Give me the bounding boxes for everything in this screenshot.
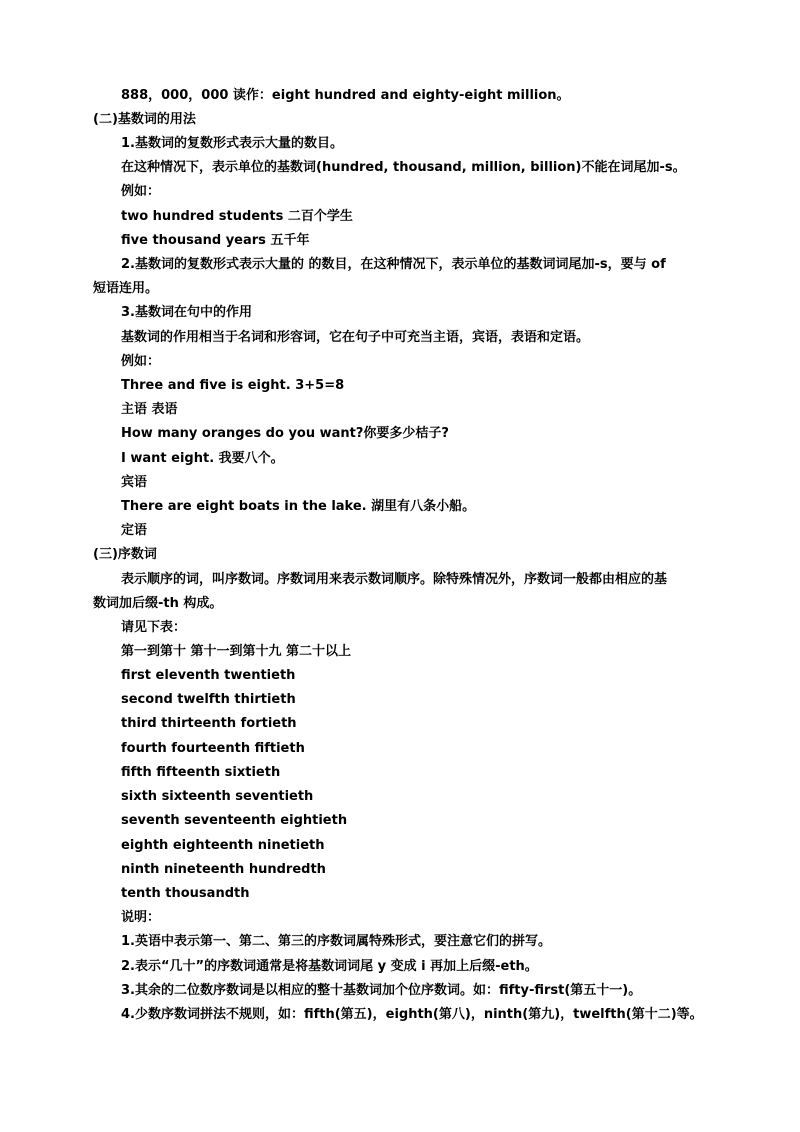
text-line: 3.其余的二位数序数词是以相应的整十基数词加个位序数词。如：fifty-first(第五十一)。	[121, 983, 642, 998]
text-line: I want eight. 我要八个。	[121, 451, 284, 466]
text-line: Three and five is eight. 3+5=8	[121, 378, 345, 393]
text-line: 2.基数词的复数形式表示大量的 的数目，在这种情况下，表示单位的基数词词尾加-s，要与 of	[121, 257, 666, 272]
section-heading: (二)基数词的用法	[93, 112, 196, 127]
text-line: 1.基数词的复数形式表示大量的数目。	[121, 136, 343, 151]
table-row: fifth fifteenth sixtieth	[121, 765, 281, 780]
table-row: eighth eighteenth ninetieth	[121, 838, 325, 853]
text-line: 3.基数词在句中的作用	[121, 305, 252, 320]
text-line: five thousand years 五千年	[121, 233, 310, 248]
table-row: second twelfth thirtieth	[121, 692, 296, 707]
text-line: How many oranges do you want?你要多少桔子?	[121, 426, 449, 441]
text-line: 例如：	[121, 184, 161, 199]
text-line: 2.表示“几十”的序数词通常是将基数词词尾 y 变成 i 再加上后缀-eth。	[121, 959, 538, 974]
text-line: 888，000，000 读作：eight hundred and eighty-eight million。	[121, 88, 570, 103]
text-line: 说明：	[121, 910, 161, 925]
table-row: third thirteenth fortieth	[121, 716, 297, 731]
text-line: 主语 表语	[121, 402, 178, 417]
text-line: 例如：	[121, 354, 161, 369]
text-line: 数词加后缀-th 构成。	[93, 596, 223, 611]
table-row: tenth thousandth	[121, 886, 250, 901]
text-line: 请见下表：	[121, 620, 187, 635]
text-line: two hundred students 二百个学生	[121, 209, 353, 224]
text-line: 定语	[121, 523, 148, 538]
text-line: There are eight boats in the lake. 湖里有八条小船。	[121, 499, 476, 514]
text-line: 4.少数序数词拼法不规则，如：fifth(第五)，eighth(第八)，ninth(第九)，twelfth(第十二)等。	[121, 1007, 703, 1022]
text-line: 宾语	[121, 475, 148, 490]
table-row: sixth sixteenth seventieth	[121, 789, 314, 804]
table-row: first eleventh twentieth	[121, 668, 296, 683]
text-line: 在这种情况下，表示单位的基数词(hundred, thousand, million, billion)不能在词尾加-s。	[121, 160, 686, 175]
text-line: 基数词的作用相当于名词和形容词，它在句子中可充当主语，宾语，表语和定语。	[121, 330, 590, 345]
table-row: seventh seventeenth eightieth	[121, 813, 348, 828]
table-row: ninth nineteenth hundredth	[121, 862, 326, 877]
text-line: 短语连用。	[93, 281, 159, 296]
table-row: fourth fourteenth fiftieth	[121, 741, 305, 756]
text-line: 表示顺序的词，叫序数词。序数词用来表示数词顺序。除特殊情况外，序数词一般都由相应的基	[121, 572, 668, 587]
text-line: 1.英语中表示第一、第二、第三的序数词属特殊形式，要注意它们的拼写。	[121, 934, 551, 949]
table-header: 第一到第十 第十一到第十九 第二十以上	[121, 644, 352, 659]
section-heading: (三)序数词	[93, 547, 157, 562]
